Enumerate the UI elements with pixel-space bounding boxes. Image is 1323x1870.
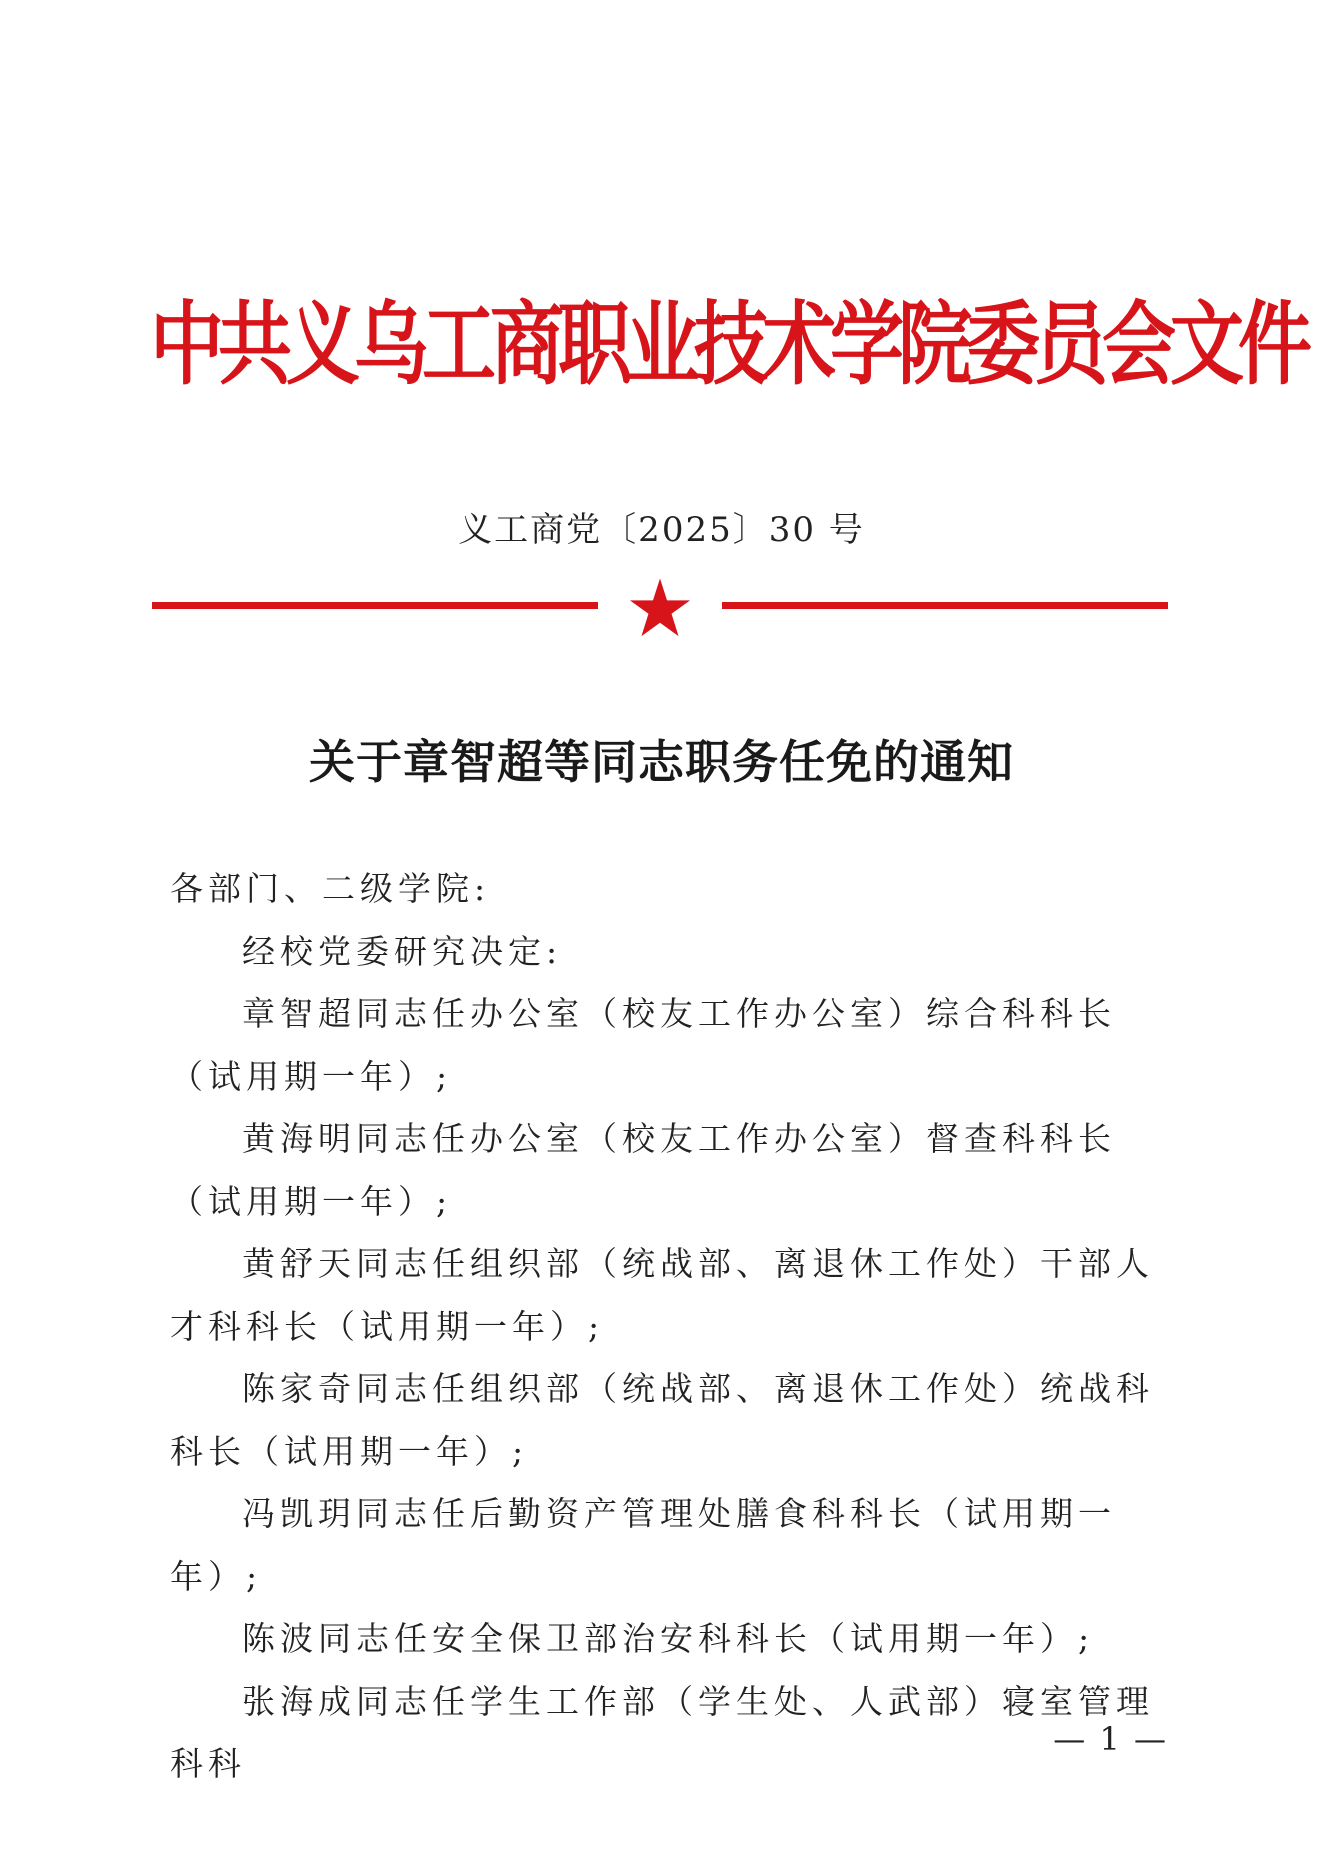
appointment-item: 黄海明同志任办公室（校友工作办公室）督查科科长（试用期一年）; [170, 1119, 1116, 1221]
salutation: 各部门、二级学院: [170, 869, 491, 908]
document-number: 义工商党〔2025〕30 号 [458, 510, 865, 550]
red-rule-left [152, 602, 598, 609]
masthead-title: 中共义乌工商职业技术学院委员会文件 [150, 292, 1306, 398]
appointment-item: 陈波同志任安全保卫部治安科科长（试用期一年）; [242, 1619, 1095, 1658]
appointment-item: 章智超同志任办公室（校友工作办公室）综合科科长（试用期一年）; [170, 994, 1116, 1096]
red-rule-right [722, 602, 1168, 609]
appointment-item: 黄舒天同志任组织部（统战部、离退休工作处）干部人才科科长（试用期一年）; [170, 1244, 1154, 1346]
page-number: — 1 — [1053, 1720, 1168, 1758]
appointment-item: 张海成同志任学生工作部（学生处、人武部）寝室管理科科 [170, 1681, 1154, 1783]
appointment-item: 陈家奇同志任组织部（统战部、离退休工作处）统战科科长（试用期一年）; [170, 1369, 1154, 1471]
notice-body [170, 858, 1160, 1796]
notice-title: 关于章智超等同志职务任免的通知 [309, 735, 1014, 789]
appointment-item: 冯凯玥同志任后勤资产管理处膳食科科长（试用期一年）; [170, 1494, 1116, 1596]
star-icon [628, 576, 692, 640]
intro-line: 经校党委研究决定: [242, 931, 563, 971]
